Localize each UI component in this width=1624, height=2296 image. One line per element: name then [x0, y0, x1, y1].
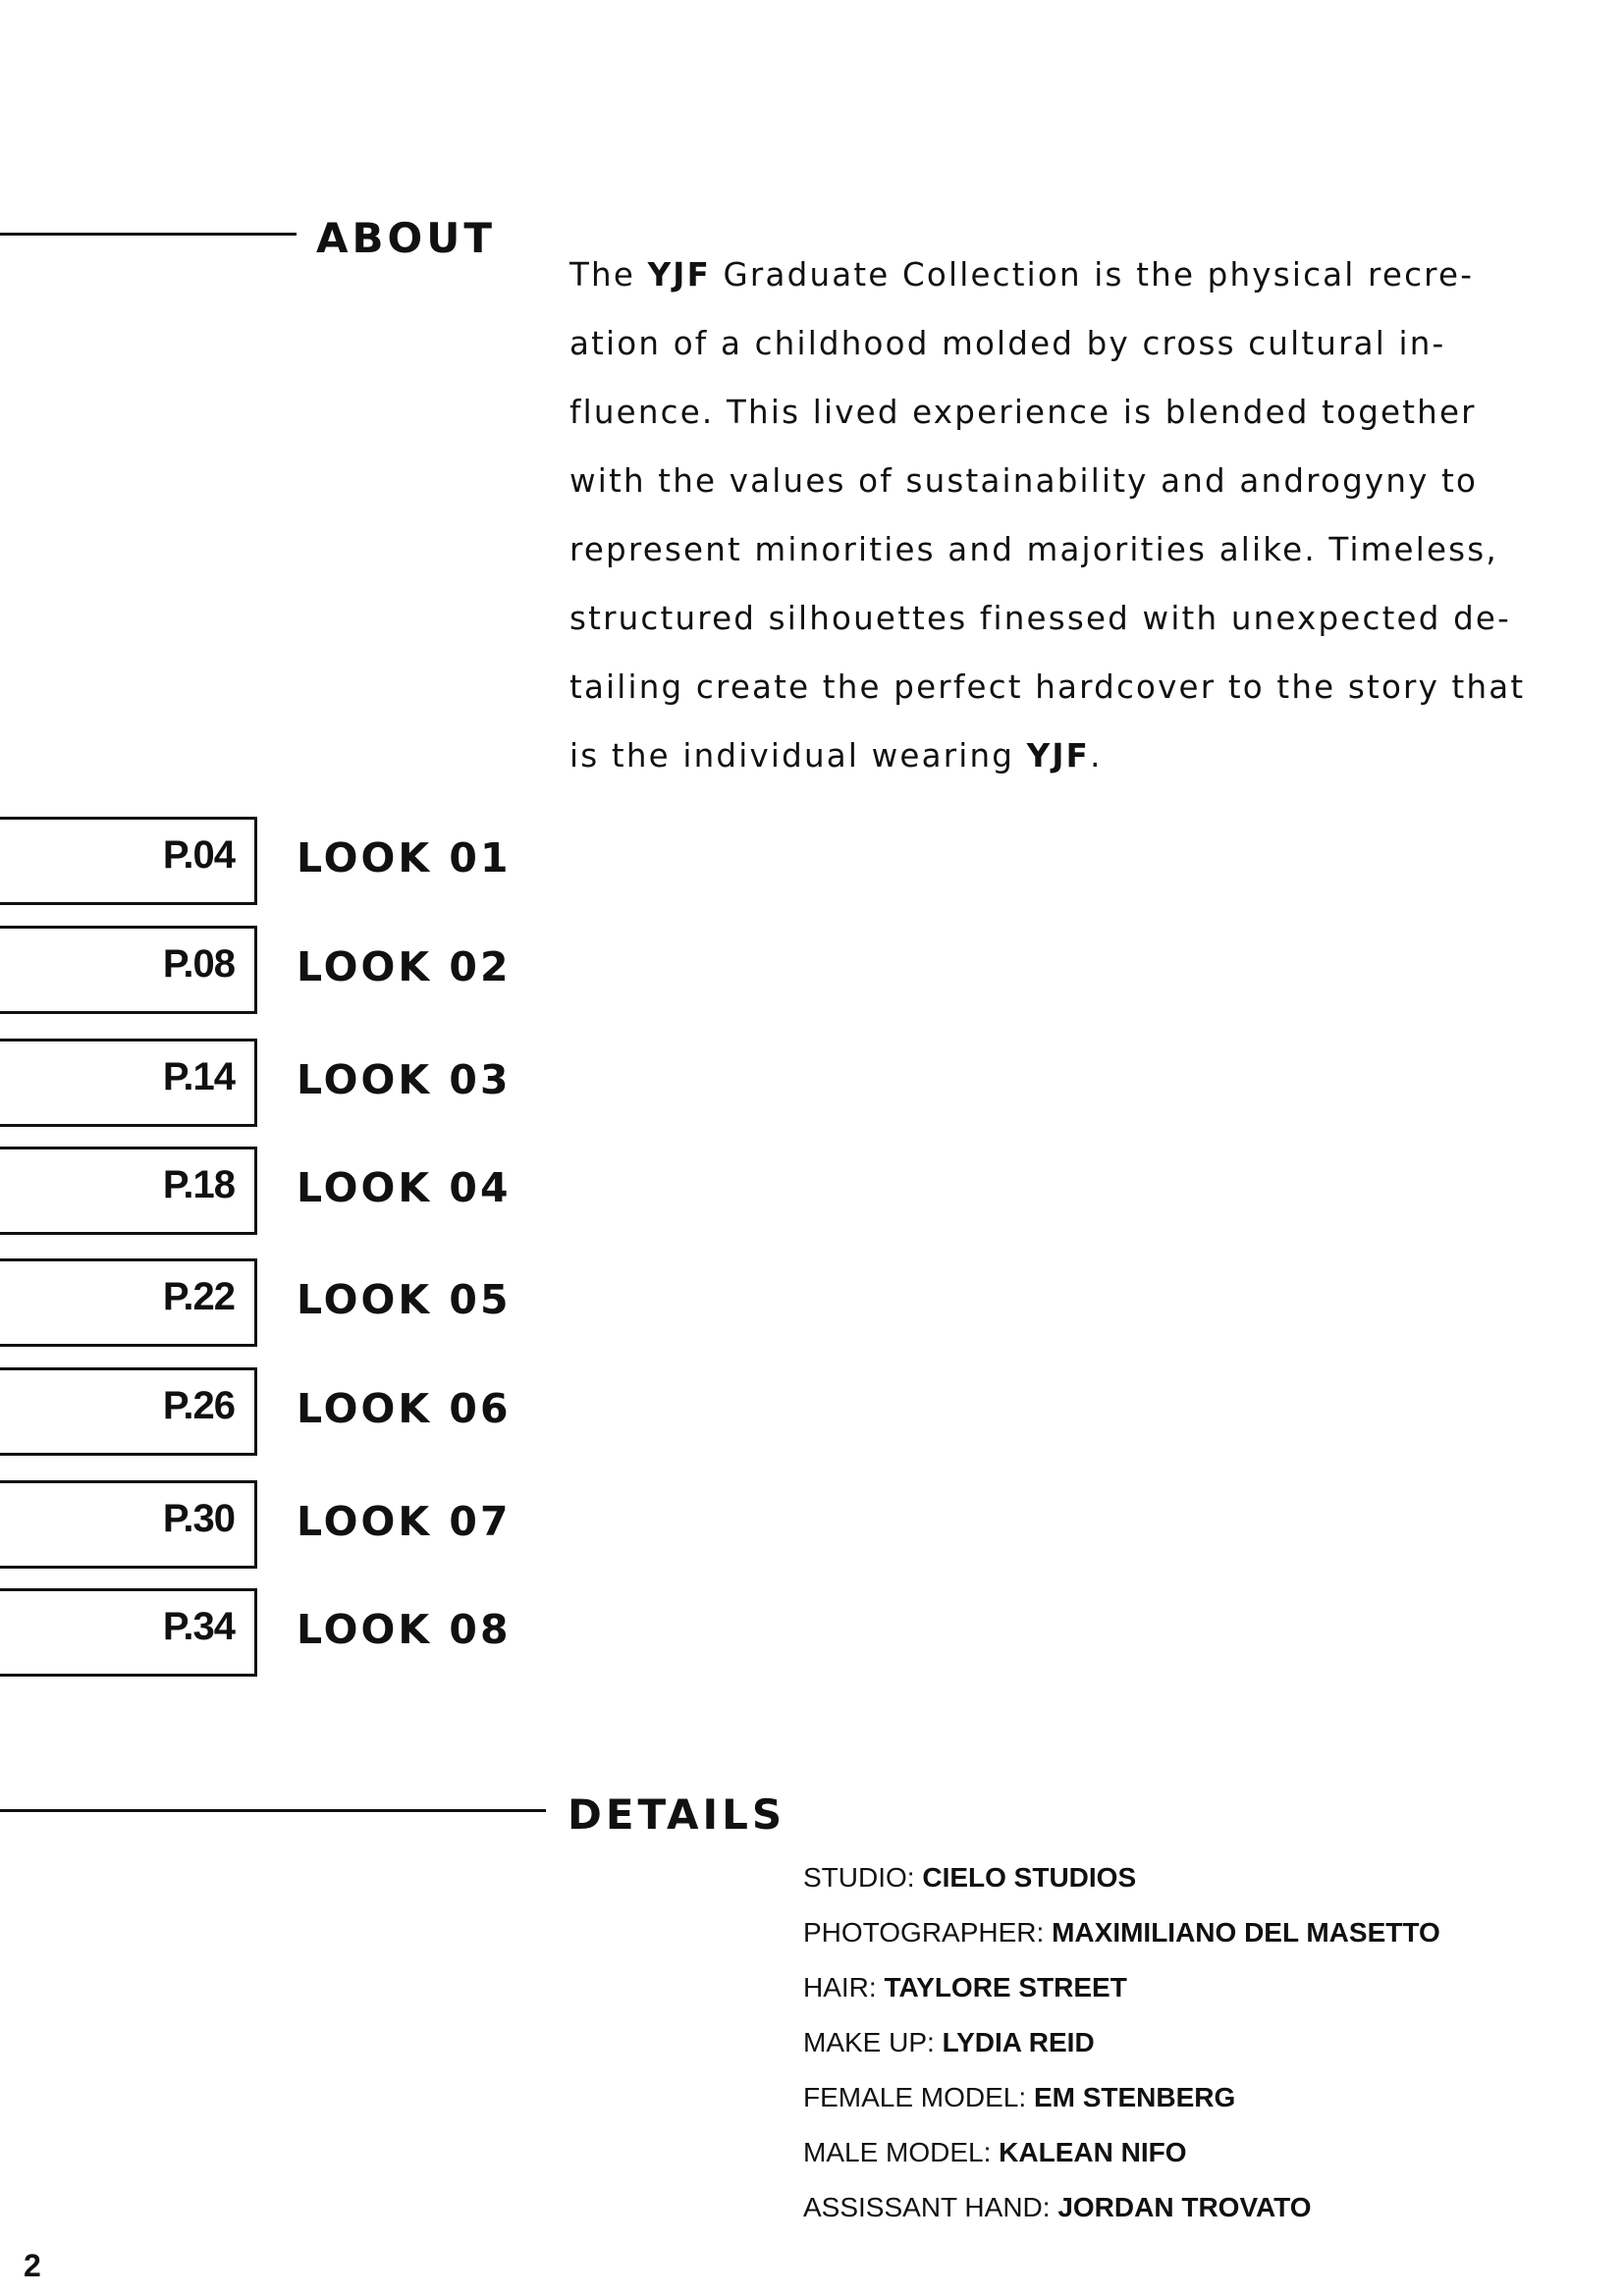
about-paragraph [569, 240, 1526, 790]
brand-name: YJF [1026, 737, 1091, 774]
toc-page-number: P.26 [162, 1384, 235, 1427]
toc-look-title: LOOK 03 [297, 1056, 512, 1103]
brand-name: YJF [647, 256, 712, 294]
about-text: tailing create the perfect hardcover to the story that [569, 668, 1526, 706]
credit-value: KALEAN NIFO [999, 2137, 1187, 2167]
toc-look-title: LOOK 05 [297, 1276, 512, 1323]
details-divider-line [0, 1809, 546, 1812]
credits-list [803, 1850, 1440, 2235]
toc-page-box [0, 1588, 257, 1677]
about-line [569, 240, 1502, 309]
credit-label: MALE MODEL: [803, 2137, 1000, 2167]
credit-label: HAIR: [803, 1972, 885, 2002]
about-line [569, 515, 1502, 584]
about-text: Graduate Collection is the physical recre- [711, 256, 1475, 294]
toc-look-title: LOOK 07 [297, 1498, 512, 1545]
toc-page-box [0, 1039, 257, 1127]
page-number: 2 [24, 2248, 41, 2283]
about-text: The [569, 256, 648, 294]
toc-look-title: LOOK 06 [297, 1385, 512, 1432]
toc-page-number: P.18 [162, 1163, 235, 1206]
toc-page-number: P.04 [162, 833, 235, 877]
credit-item [803, 2180, 1440, 2235]
credit-item [803, 2070, 1440, 2125]
about-text: ation of a childhood molded by cross cultural in- [569, 325, 1446, 362]
about-line [569, 309, 1502, 378]
credit-value: MAXIMILIANO DEL MASETTO [1052, 1917, 1440, 1948]
about-text: is the individual wearing [569, 737, 1027, 774]
about-divider-line [0, 233, 297, 236]
toc-look-title: LOOK 04 [297, 1164, 512, 1211]
toc-page-number: P.34 [162, 1605, 235, 1648]
about-line [569, 721, 1502, 790]
toc-entry[interactable] [0, 1258, 511, 1347]
toc-page-box [0, 1258, 257, 1347]
toc-entry[interactable] [0, 1147, 511, 1235]
credit-value: TAYLORE STREET [884, 1972, 1127, 2002]
credit-label: ASSISSANT HAND: [803, 2192, 1058, 2222]
credit-value: EM STENBERG [1033, 2082, 1236, 2112]
toc-look-title: LOOK 01 [297, 834, 512, 881]
toc-page-box [0, 1367, 257, 1456]
toc-page-box [0, 817, 257, 905]
toc-page-number: P.14 [162, 1055, 235, 1098]
credit-label: STUDIO: [803, 1862, 923, 1893]
about-line [569, 584, 1512, 653]
credit-value: CIELO STUDIOS [922, 1862, 1137, 1893]
toc-page-box [0, 1480, 257, 1569]
about-text: represent minorities and majorities alike. Timeless, [569, 531, 1498, 568]
credit-item [803, 1850, 1440, 1905]
toc-entry[interactable] [0, 1039, 511, 1127]
details-heading: DETAILS [568, 1790, 786, 1839]
credit-label: FEMALE MODEL: [803, 2082, 1034, 2112]
toc-look-title: LOOK 08 [297, 1606, 512, 1653]
credit-value: JORDAN TROVATO [1057, 2192, 1312, 2222]
credit-label: PHOTOGRAPHER: [803, 1917, 1053, 1948]
about-text: fluence. This lived experience is blended together [569, 394, 1477, 431]
about-text: . [1090, 737, 1103, 774]
about-line [569, 447, 1502, 515]
about-text: structured silhouettes finessed with unexpected de- [569, 600, 1512, 637]
about-line [569, 378, 1502, 447]
credit-item [803, 2125, 1440, 2180]
credit-label: MAKE UP: [803, 2027, 943, 2057]
about-line [569, 653, 1526, 721]
toc-look-title: LOOK 02 [297, 943, 512, 990]
credit-value: LYDIA REID [942, 2027, 1095, 2057]
toc-entry[interactable] [0, 817, 511, 905]
toc-page-number: P.08 [162, 942, 235, 986]
toc-entry[interactable] [0, 1480, 511, 1569]
toc-page-box [0, 1147, 257, 1235]
credit-item [803, 1960, 1440, 2015]
credit-item [803, 2015, 1440, 2070]
about-text: with the values of sustainability and androgyny to [569, 462, 1479, 500]
toc-page-number: P.30 [162, 1497, 235, 1540]
toc-entry[interactable] [0, 1588, 511, 1677]
toc-entry[interactable] [0, 1367, 511, 1456]
credit-item [803, 1905, 1440, 1960]
toc-page-number: P.22 [162, 1275, 235, 1318]
about-heading: ABOUT [316, 214, 496, 262]
toc-entry[interactable] [0, 926, 511, 1014]
toc-page-box [0, 926, 257, 1014]
